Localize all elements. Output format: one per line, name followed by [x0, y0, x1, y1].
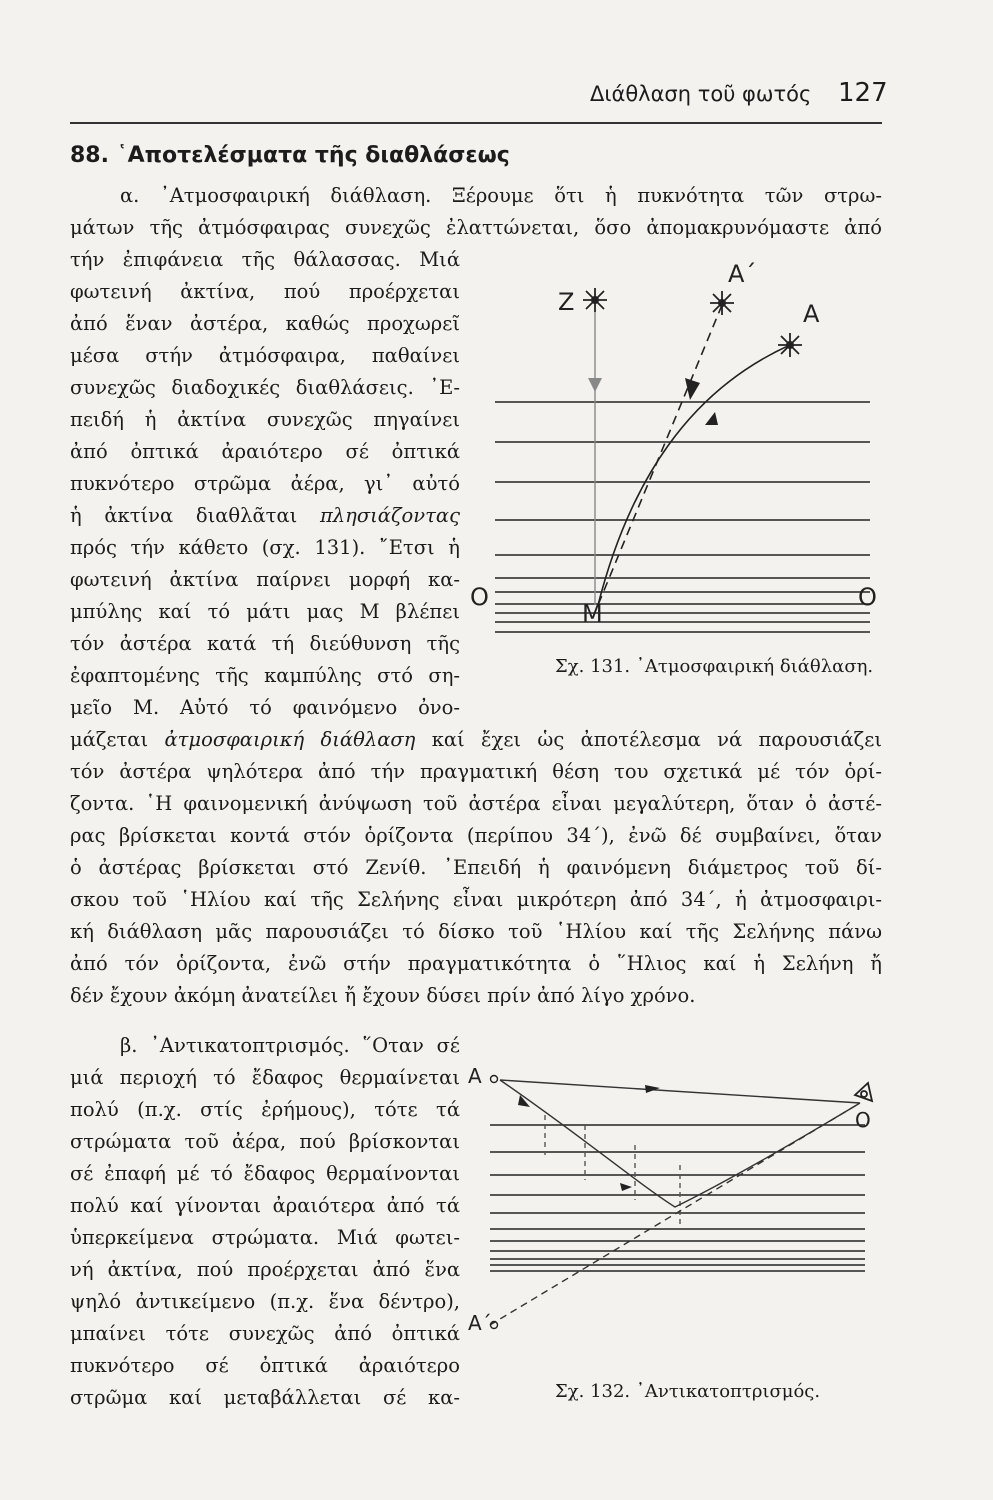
paragraph-line: πειδή ἡ ἀκτίνα συνεχῶς πηγαίνει — [70, 408, 460, 431]
paragraph-line: ζοντα. ῾Η φαινομενική ἀνύψωση τοῦ ἀστέρα εἶναι μεγαλύτερη, ὅταν ὁ ἀστέ- — [70, 792, 882, 815]
zenith-arrow-icon — [588, 378, 602, 392]
paragraph-line: μέσα στήν ἀτμόσφαιρα, παθαίνει — [70, 344, 460, 367]
paragraph-line: ρας βρίσκεται κοντά στόν ὁρίζοντα (περίπου 34΄), ἐνῶ δέ συμβαίνει, ὅταν — [70, 824, 882, 847]
paragraph-line: νή ἀκτίνα, πού προέρχεται ἀπό ἕνα — [70, 1258, 460, 1281]
text-span: καί ἔχει ὡς ἀποτέλεσμα νά παρουσιάζει — [415, 728, 882, 751]
figure-132-mirage — [460, 1055, 880, 1345]
ray-arrow-icon — [620, 1183, 632, 1191]
label-m: Μ — [582, 600, 603, 628]
paragraph-line: στρώματα τοῦ ἀέρα, πού βρίσκονται — [70, 1130, 460, 1153]
paragraph-line: ψηλό ἀντικείμενο (π.χ. ἕνα δέντρο), — [70, 1290, 460, 1313]
label-o-right: Ο — [858, 583, 877, 611]
object-point-a — [491, 1076, 498, 1083]
subsection-a-heading: α. ᾿Ατμοσφαιρική διάθλαση. — [120, 184, 432, 207]
paragraph-line: τόν ἀστέρα κατά τή διεύθυνση τῆς — [70, 632, 460, 655]
paragraph-line: στρῶμα καί μεταβάλλεται σέ κα- — [70, 1386, 460, 1409]
paragraph-line: πολύ καί γίνονται ἀραιότερα ἀπό τά — [70, 1194, 460, 1217]
paragraph-line: μπαίνει τότε συνεχῶς ἀπό ὀπτικά — [70, 1322, 460, 1345]
paragraph-line: συνεχῶς διαδοχικές διαθλάσεις. ᾿Ε- — [70, 376, 460, 399]
italic-term: πλησιάζοντας — [319, 504, 460, 527]
paragraph-line: ἀπό τόν ὁρίζοντα, ἐνῶ στήν πραγματικότητα ὁ ῞Ηλιος καί ἡ Σελήνη ἤ — [70, 952, 882, 975]
label-z: Ζ — [558, 288, 575, 316]
paragraph-line: δέν ἔχουν ἀκόμη ἀνατείλει ἤ ἔχουν δύσει πρίν ἀπό λίγο χρόνο. — [70, 984, 696, 1007]
paragraph-line: ὑπερκείμενα στρώματα. Μιά φωτει- — [70, 1226, 460, 1249]
paragraph-line: φωτεινή ἀκτίνα παίρνει μορφή κα- — [70, 568, 460, 591]
paragraph-line: σέ ἐπαφή μέ τό ἔδαφος θερμαίνονται — [70, 1162, 460, 1185]
ray-arrow-icon — [645, 1085, 660, 1093]
figure-131-atmospheric-refraction — [460, 250, 880, 660]
running-header-title: Διάθλαση τοῦ φωτός — [590, 82, 812, 106]
eye-icon — [855, 1083, 872, 1101]
air-layers — [490, 1125, 865, 1271]
text-span: Ξέρουμε ὅτι ἡ πυκνότητα τῶν στρω- — [452, 184, 883, 207]
paragraph-line: μπύλης καί τό μάτι μας Μ βλέπει — [70, 600, 460, 623]
figure-131-caption: Σχ. 131. ᾿Ατμοσφαιρική διάθλαση. — [555, 656, 874, 677]
apparent-star-center — [718, 299, 726, 307]
paragraph-line: φωτεινή ἀκτίνα, πού προέρχεται — [70, 280, 460, 303]
paragraph-line — [70, 181, 882, 211]
zenith-star-center — [591, 296, 599, 304]
label-o: Ο — [855, 1108, 871, 1132]
label-a: Α — [803, 300, 820, 328]
paragraph-line — [70, 501, 460, 531]
label-a: Α — [468, 1064, 482, 1088]
text-span: ἡ ἀκτίνα διαθλᾶται — [70, 504, 320, 527]
paragraph-line: πυκνότερο στρῶμα ἀέρα, γι᾿ αὐτό — [70, 472, 460, 495]
apparent-direction-line — [598, 305, 722, 605]
real-star-center — [786, 341, 794, 349]
paragraph-line: μάτων τῆς ἀτμόσφαιρας συνεχῶς ἐλαττώνεται, ὅσο ἀπομακρυνόμαστε ἀπό — [70, 216, 882, 239]
page-number: 127 — [838, 78, 888, 108]
paragraph-line: τόν ἀστέρα ψηλότερα ἀπό τήν πραγματική θέση του σχετικά μέ τόν ὁρί- — [70, 760, 882, 783]
paragraph-line: κή διάθλαση μᾶς παρουσιάζει τό δίσκο τοῦ ῾Ηλίου καί τῆς Σελήνης πάνω — [70, 920, 882, 943]
paragraph-line: σκου τοῦ ῾Ηλίου καί τῆς Σελήνης εἶναι μικρότερη ἀπό 34΄, ἡ ἀτμοσφαιρι- — [70, 888, 882, 911]
section-title: 88. ῾Αποτελέσματα τῆς διαθλάσεως — [70, 143, 510, 168]
text-span: μάζεται — [70, 728, 165, 751]
paragraph-line: ἀπό ἕναν ἀστέρα, καθώς προχωρεῖ — [70, 312, 460, 335]
ray-arrow-icon — [705, 412, 718, 425]
header-rule — [70, 122, 882, 124]
paragraph-line: ἐφαπτομένης τῆς καμπύλης στό ση- — [70, 664, 460, 687]
paragraph-line: ἀπό ὀπτικά ἀραιότερο σέ ὀπτικά — [70, 440, 460, 463]
paragraph-line: πυκνότερο σέ ὀπτικά ἀραιότερο — [70, 1354, 460, 1377]
paragraph-line: τήν ἐπιφάνεια τῆς θάλασσας. Μιά — [70, 248, 460, 271]
label-o-left: Ο — [470, 583, 489, 611]
paragraph-line: ὁ ἀστέρας βρίσκεται στό Ζενίθ. ᾿Επειδή ἡ φαινόμενη διάμετρος τοῦ δί- — [70, 856, 882, 879]
atmosphere-layers — [495, 402, 870, 632]
paragraph-line — [70, 725, 882, 755]
direct-ray — [500, 1080, 860, 1103]
label-a-prime: Α΄ — [728, 260, 757, 288]
paragraph-line: μεῖο Μ. Αὐτό τό φαινόμενο ὀνο- — [70, 696, 460, 719]
paragraph-line: πολύ (π.χ. στίς ἐρήμους), τότε τά — [70, 1098, 460, 1121]
figure-132-caption: Σχ. 132. ᾿Αντικατοπτρισμός. — [555, 1381, 821, 1402]
label-a-prime: Α΄ — [468, 1311, 492, 1335]
paragraph-line: πρός τήν κάθετο (σχ. 131). ῎Ετσι ἡ — [70, 536, 460, 559]
paragraph-line: μιά περιοχή τό ἔδαφος θερμαίνεται — [70, 1066, 460, 1089]
italic-term: ἀτμοσφαιρική διάθλαση — [164, 728, 416, 751]
subsection-b-heading: β. ᾿Αντικατοπτρισμός. ῞Οταν σέ — [120, 1034, 460, 1057]
